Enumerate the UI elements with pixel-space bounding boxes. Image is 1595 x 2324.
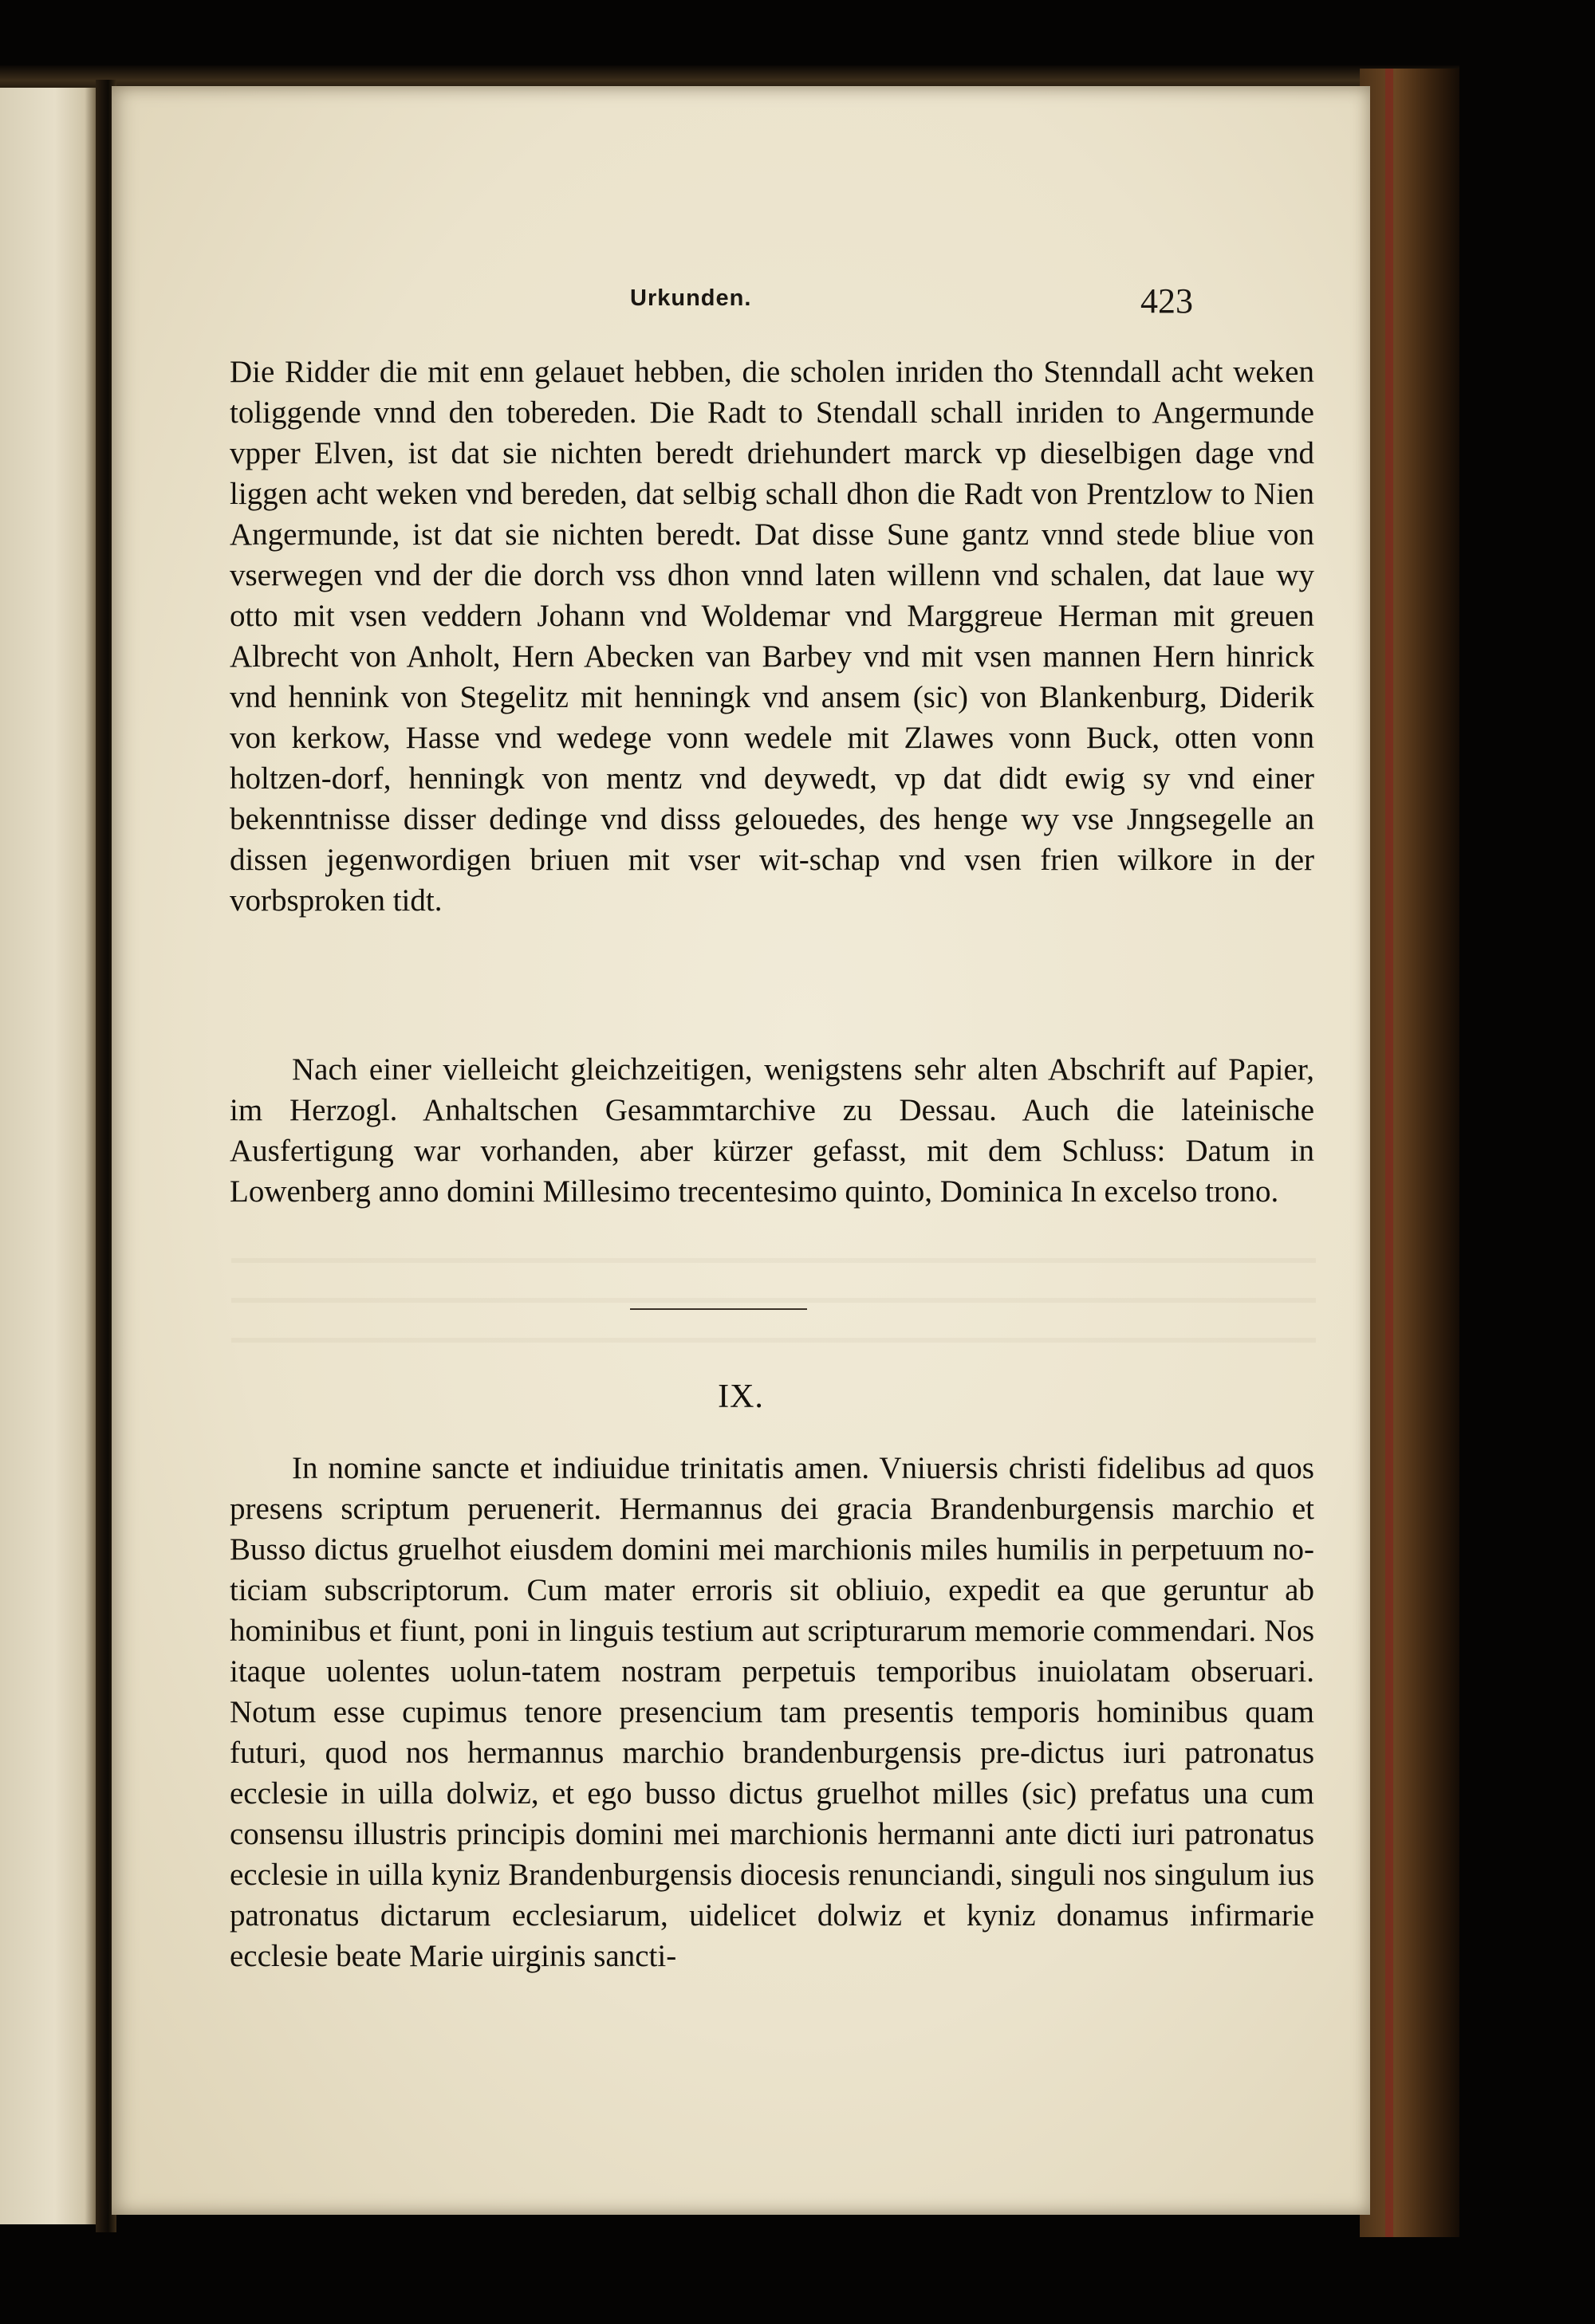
left-page-edge — [0, 88, 100, 2224]
latin-charter-text: In nomine sancte et indiuidue trinitatis amen. Vniuersis christi fidelibus ad quos presens scriptum peruenerit. Hermannus dei gracia Brandenburgensis marchio et Busso dictus gruelhot eiusdem domini mei marchionis miles humilis in perpetuum no-ticiam subscriptorum. Cum mater erroris sit obliuio, expedit ea que geruntur ab hominibus et fiunt, poni in linguis testium aut scripturarum memorie commendari. Nos itaque uolentes uolun-tatem nostram perpetuis temporibus inuiolatam obseruari. Notum esse cupimus tenore presencium tam presentis temporis hominibus quam futuri, quod nos hermannus marchio brandenburgensis pre-dictus iuri patronatus ecclesie in uilla dolwiz, et ego busso dictus gruelhot milles (sic) prefatus una cum consensu illustris principis domini mei marchionis hermanni ante dicti iuri patronatus ecclesie in uilla kyniz Brandenburgensis diocesis renunciandi, singuli nos singulum ius patronatus dictarum ecclesiarum, uidelicet dolwiz et kyniz donamus infirmarie ecclesie beate Marie uirginis sancti- — [230, 1451, 1314, 1973]
charter-text-continued — [230, 352, 1314, 921]
running-head — [112, 281, 1370, 328]
section-separator-rule — [630, 1308, 807, 1310]
show-through-shadow — [231, 1258, 1316, 1354]
section-number: IX. — [718, 1378, 764, 1415]
latin-charter-block — [230, 1448, 1314, 1976]
source-note: Nach einer vielleicht gleichzeitigen, wenigstens sehr alten Abschrift auf Papier, im Herzogl. Anhaltschen Gesammtarchive zu Dessau. Auch die lateinische Ausfertigung war vorhanden, aber kürzer gefasst, mit dem Schluss: Datum in Lowenberg anno domini Millesimo trecentesimo quinto, Dominica In excelso trono. — [230, 1052, 1314, 1209]
charter-paragraph: Die Ridder die mit enn gelauet hebben, die scholen inriden tho Stenndall acht weken toliggende vnnd den tobereden. Die Radt to Stendall schall inriden to Angermunde vpper Elven, ist dat sie nichten beredt driehundert marck vp dieselbigen dage vnd liggen acht weken vnd bereden, dat selbig schall dhon die Radt von Prentzlow to Nien Angermunde, ist dat sie nichten beredt. Dat disse Sune gantz vnnd stede bliue von vserwegen vnd der die dorch vss dhon vnnd laten willenn vnd schalen, dat laue wy otto mit vsen veddern Johann vnd Woldemar vnd Marggreue Herman mit greuen Albrecht von Anholt, Hern Abecken van Barbey vnd mit vsen mannen Hern hinrick vnd hennink von Stegelitz mit henningk vnd ansem (sic) von Blankenburg, Diderik von kerkow, Hasse vnd wedege vonn wedele mit Zlawes vonn Buck, otten vonn holtzen-dorf, henningk von mentz vnd deywedt, vp dat didt ewig sy vnd einer bekenntnisse disser dedinge vnd disss gelouedes, des henge wy vse Jnngsegelle an dissen jegenwordigen briuen mit vser wit-schap vnd vsen frien wilkore in der vorbsproken tidt. — [230, 355, 1314, 918]
source-note-block — [230, 1049, 1314, 1212]
running-title: Urkunden. — [630, 285, 752, 311]
right-page — [112, 86, 1370, 2215]
book-cover-edge — [1360, 69, 1459, 2237]
page-number: 423 — [1140, 281, 1193, 320]
